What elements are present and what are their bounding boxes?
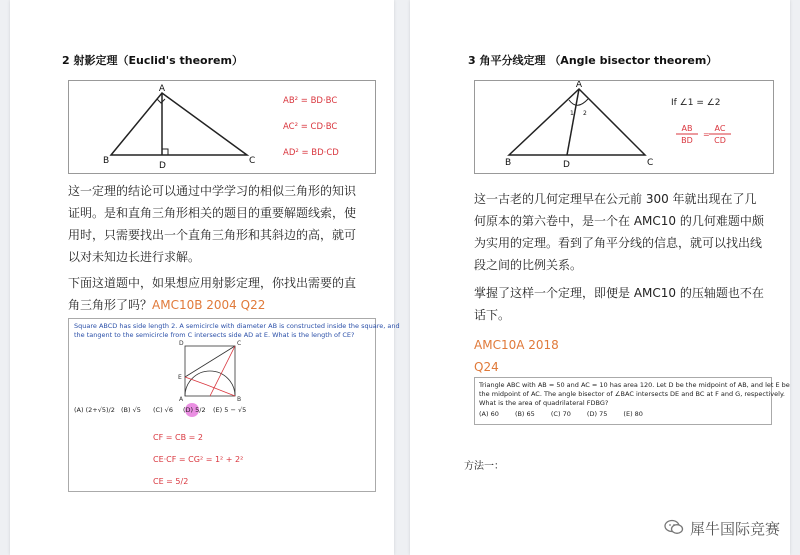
problem-text-line: What is the area of quadrilateral FDBG?: [479, 399, 609, 407]
angle-arc: [569, 99, 588, 105]
mastery-paragraph: [474, 282, 764, 326]
ratio-denominator-2: CD: [714, 136, 726, 145]
right-angle-mark: [162, 149, 168, 155]
vertex-a-label: A: [158, 84, 166, 94]
vertex-b-label: B: [505, 158, 512, 168]
angle-2-label: 2: [583, 110, 587, 117]
euclid-paragraph: [68, 180, 356, 268]
formula-ac: AC² = CD·BC: [283, 122, 338, 132]
formula-ab: AB² = BD·BC: [283, 96, 338, 106]
example-intro-paragraph: [68, 272, 356, 316]
text-line: 角三角形了吗？: [68, 298, 153, 312]
choice-c: (C) 70: [550, 410, 571, 418]
choice-d: (D) 75: [586, 410, 608, 418]
section-heading-bisector: 3 角平分线定理 （Angle bisector theorem）: [468, 54, 718, 67]
text-line: 以对未知边长进行求解。: [68, 250, 201, 264]
bisector-figure: [474, 80, 774, 174]
vertex-c-label: C: [249, 156, 256, 166]
reference-line: AMC10A 2018: [474, 338, 559, 352]
semicircle: [185, 371, 235, 396]
text-line: 证明。是和直角三角形相关的题目的重要解题线索，使: [68, 206, 357, 220]
euclid-figure: [68, 80, 376, 174]
label-c: C: [237, 340, 242, 347]
problem-text-line: Triangle ABC with AB = 50 and AC = 10 has area 120. Let D be the midpoint of AB, and let E be: [479, 381, 790, 389]
condition-text: If ∠1 = ∠2: [671, 98, 721, 108]
choice-e: (E) 80: [623, 410, 643, 418]
choice-e: (E) 5 − √5: [213, 406, 247, 414]
apex-angle-mark: [157, 99, 165, 103]
label-a: A: [179, 396, 184, 403]
note-line: CF = CB = 2: [153, 433, 203, 442]
amc10a-problem-card: [474, 377, 790, 425]
equals-sign: =: [703, 130, 710, 139]
left-page: [10, 0, 400, 555]
choice-b: (B) 65: [514, 410, 535, 418]
choice-d: (D) 5/2: [183, 406, 206, 414]
text-line: 这一定理的结论可以通过中学学习的相似三角形的知识: [68, 184, 357, 198]
vertex-c-label: C: [647, 158, 654, 168]
wechat-icon: [664, 519, 684, 539]
right-page: [410, 0, 790, 555]
note-line: CE = 5/2: [153, 477, 189, 486]
problem-reference: AMC10B 2004 Q22: [152, 298, 266, 312]
bisector-paragraph: [474, 188, 764, 276]
ratio-numerator: AB: [681, 124, 693, 133]
choice-c: (C) √6: [153, 406, 173, 414]
euclid-diagram: [69, 81, 375, 173]
wechat-watermark: [664, 518, 780, 540]
problem-statement: [479, 381, 790, 408]
bisector-diagram: [475, 81, 773, 173]
text-line: 下面这道题中，如果想应用射影定理，你找出需要的直: [68, 276, 357, 290]
text-line: 话下。: [474, 308, 511, 322]
choices-row: [479, 410, 643, 419]
label-b: B: [237, 396, 242, 403]
text-line: 掌握了这样一个定理，即便是 AMC10 的压轴题也不在: [474, 286, 764, 300]
vertex-d-label: D: [563, 160, 570, 170]
label-e: E: [178, 374, 182, 381]
text-line: 这一古老的几何定理早在公元前 300 年就出现在了几: [474, 192, 757, 206]
choice-a: (A) (2+√5)/2: [74, 406, 115, 414]
angle-1-label: 1: [570, 110, 574, 117]
vertex-d-label: D: [159, 161, 166, 171]
choice-b: (B) √5: [121, 406, 141, 414]
problem-text-line: the midpoint of AC. The angle bisector of ∠BAC intersects DE and BC at F and G, respectively.: [479, 390, 785, 398]
problem-text-line: the tangent to the semicircle from C intersects side AD at E. What is the length of CE?: [74, 331, 355, 339]
section-heading-euclid: 2 射影定理（Euclid's theorem）: [62, 54, 243, 67]
reference-line: Q24: [474, 360, 499, 374]
vertex-b-label: B: [103, 156, 110, 166]
note-line: CE·CF = CG² = 1² + 2²: [153, 455, 244, 464]
ratio-numerator-2: AC: [714, 124, 726, 133]
method-label: 方法一：: [464, 461, 504, 472]
choice-a: (A) 60: [479, 410, 499, 418]
label-d: D: [179, 340, 184, 347]
text-line: 何原本的第六卷中，是一个在 AMC10 的几何难题中颇: [474, 214, 764, 228]
text-line: 用时，只需要找出一个直角三角形和其斜边的高，就可: [68, 228, 357, 242]
ratio-denominator: BD: [681, 136, 693, 145]
right-triangle: [111, 93, 247, 155]
square-diagram: [69, 319, 375, 491]
formula-ad: AD² = BD·CD: [283, 148, 339, 158]
vertex-a-label: A: [575, 81, 583, 90]
amc10b-problem-card: [68, 318, 400, 492]
text-line: 为实用的定理。看到了角平分线的信息，就可以找出线: [474, 236, 763, 250]
problem-text-line: Square ABCD has side length 2. A semicircle with diameter AB is constructed inside the square, and: [74, 322, 400, 330]
watermark-text: 犀牛国际竞赛: [689, 519, 780, 538]
problem-reference: [474, 334, 559, 378]
text-line: 段之间的比例关系。: [474, 258, 583, 272]
